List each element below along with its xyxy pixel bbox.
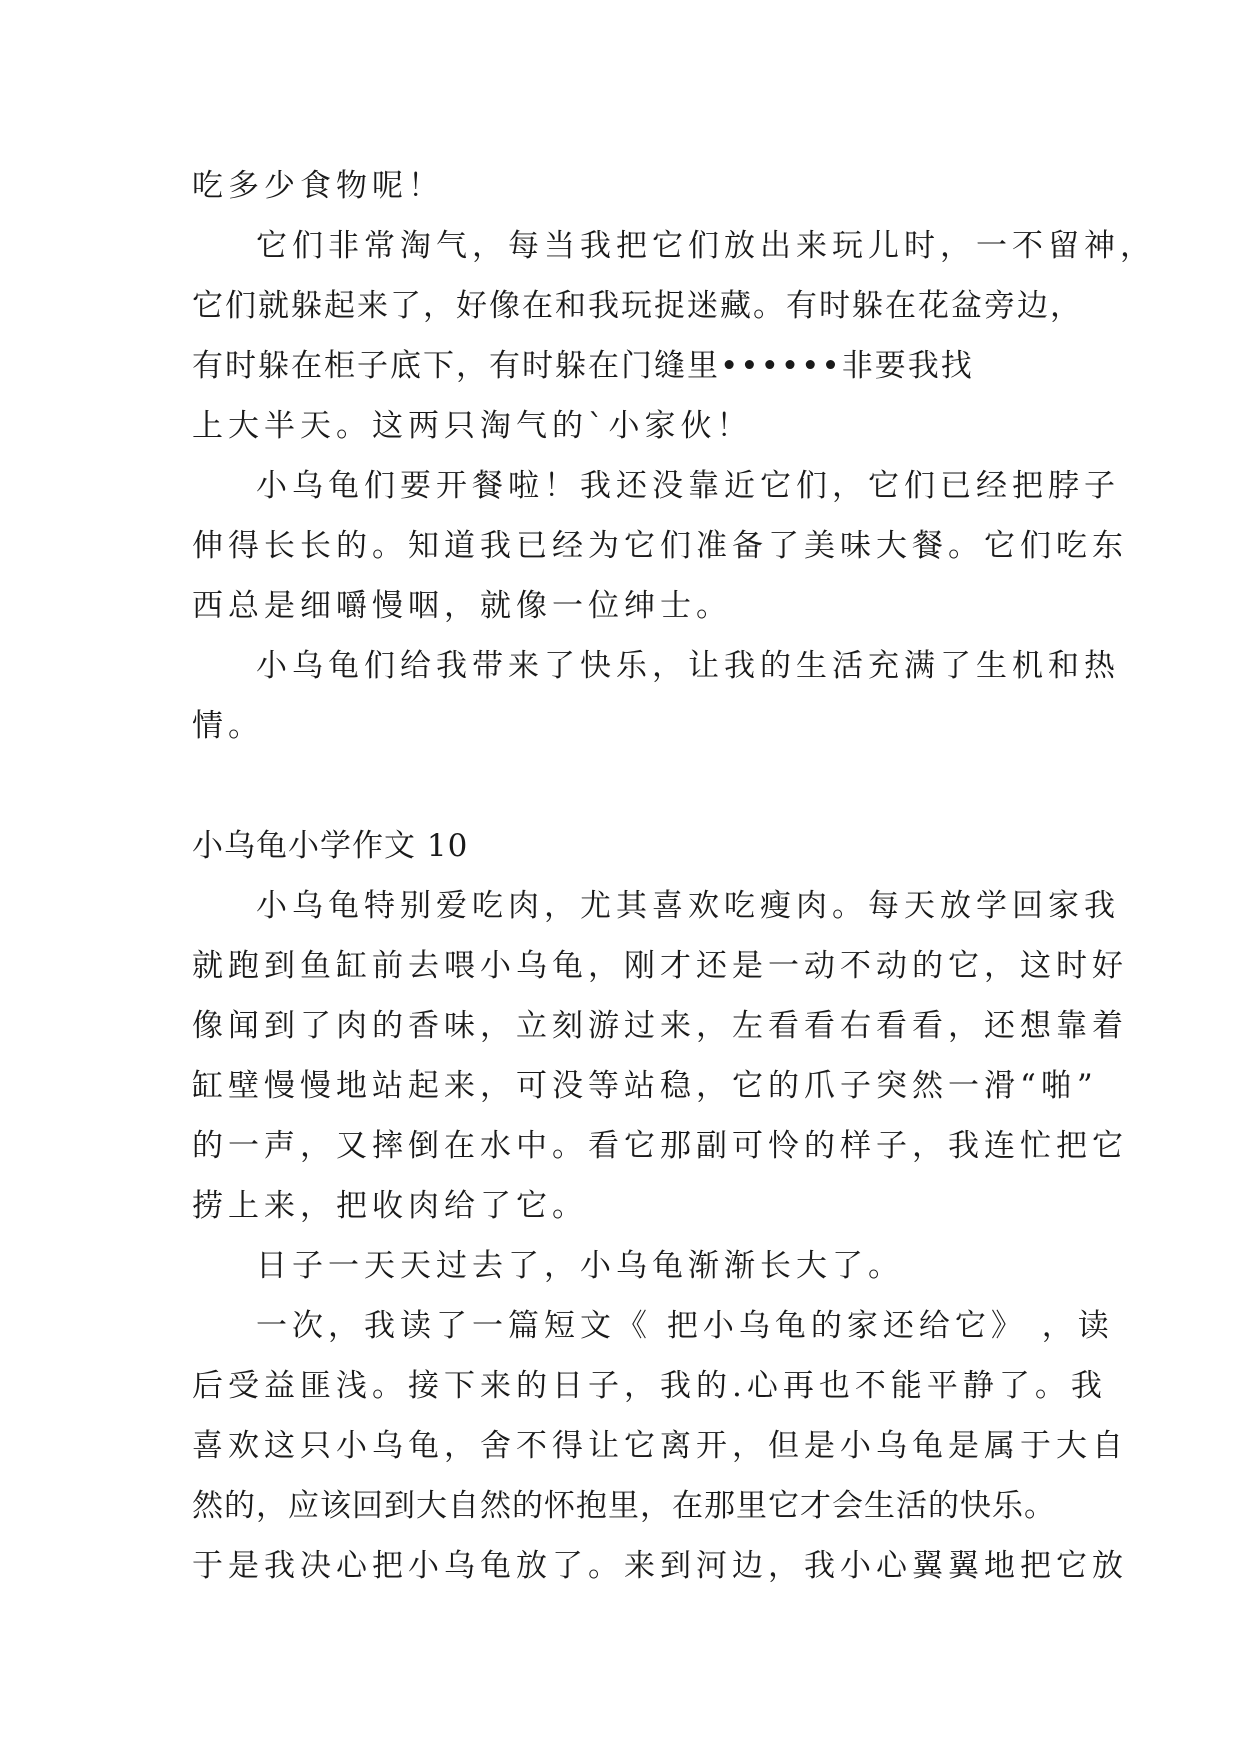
paragraph-first-line: 一次，我读了一篇短文《 把小乌龟的家还给它》 ，读: [256, 1308, 1114, 1344]
text-line: 情。: [192, 708, 264, 744]
text-line: 上大半天。这两只淘气的`小家伙！: [192, 408, 753, 444]
paragraph-first-line: 小乌龟们给我带来了快乐，让我的生活充满了生机和热: [256, 648, 1120, 684]
text-line: 于是我决心把小乌龟放了。来到河边，我小心翼翼地把它放: [192, 1548, 1128, 1584]
paragraph-first-line: 它们非常淘气，每当我把它们放出来玩儿时，一不留神，: [256, 228, 1156, 264]
text-line: 就跑到鱼缸前去喂小乌龟，刚才还是一动不动的它，这时好: [192, 948, 1128, 984]
section-heading: 小乌龟小学作文 10: [192, 828, 469, 864]
text-line: 像闻到了肉的香味，立刻游过来，左看看右看看，还想靠着: [192, 1008, 1128, 1044]
paragraph-first-line: 小乌龟特别爱吃肉，尤其喜欢吃瘦肉。每天放学回家我: [256, 888, 1120, 924]
paragraph-first-line: 小乌龟们要开餐啦！我还没靠近它们，它们已经把脖子: [256, 468, 1120, 504]
text-line: 后受益匪浅。接下来的日子，我的.心再也不能平静了。我: [192, 1368, 1107, 1404]
text-line: 捞上来，把收肉给了它。: [192, 1188, 588, 1224]
text-line: 伸得长长的。知道我已经为它们准备了美味大餐。它们吃东: [192, 528, 1128, 564]
text-line: 的一声，又摔倒在水中。看它那副可怜的样子，我连忙把它: [192, 1128, 1128, 1164]
text-line: 然的，应该回到大自然的怀抱里，在那里它才会生活的快乐。: [192, 1488, 1056, 1524]
text-line: 缸壁慢慢地站起来，可没等站稳，它的爪子突然一滑“啪”: [192, 1068, 1098, 1104]
text-line: 吃多少食物呢！: [192, 168, 444, 204]
text-line: 喜欢这只小乌龟，舍不得让它离开，但是小乌龟是属于大自: [192, 1428, 1128, 1464]
text-line: 有时躲在柜子底下，有时躲在门缝里••••••非要我找: [192, 348, 974, 384]
paragraph-first-line: 日子一天天过去了，小乌龟渐渐长大了。: [256, 1248, 904, 1284]
text-line: 西总是细嚼慢咽，就像一位绅士。: [192, 588, 732, 624]
text-line: 它们就躲起来了，好像在和我玩捉迷藏。有时躲在花盆旁边，: [192, 288, 1083, 324]
